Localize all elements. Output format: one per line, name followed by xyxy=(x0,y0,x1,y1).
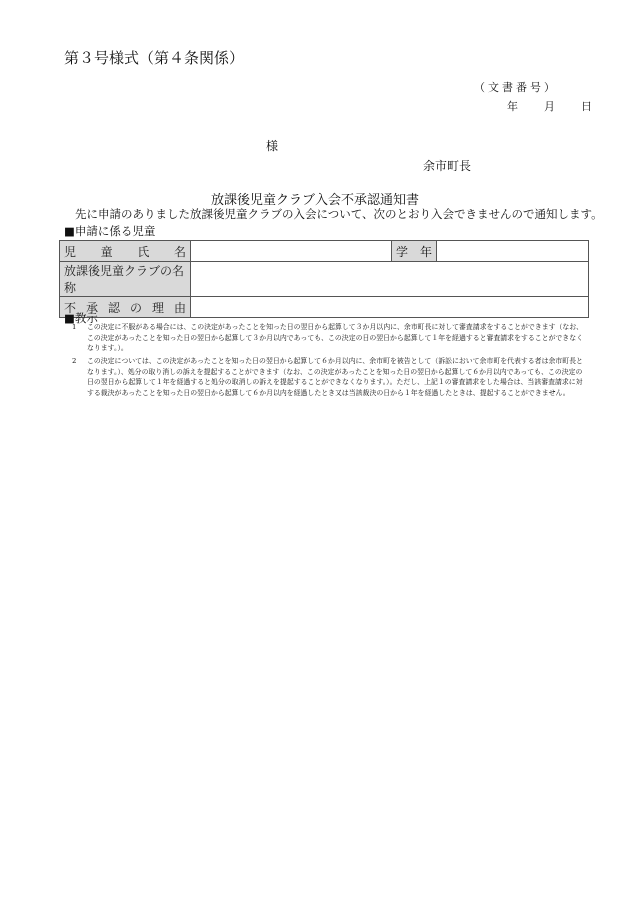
document-number: （文書番号） xyxy=(474,81,558,94)
date-day: 日 xyxy=(581,100,592,113)
date-month: 月 xyxy=(544,100,555,113)
child-name-label: 児童氏名 xyxy=(60,241,191,262)
club-name-label: 放課後児童クラブの名称 xyxy=(60,262,191,297)
recipient-honorific: 様 xyxy=(266,139,279,153)
notice-text: この決定に不服がある場合には、この決定があったことを知った日の翌日から起算して３か月以内に、余市町長に対して審査請求をすることができます（なお、この決定があったことを知った日の翌日から起算して３か月以内であっても、この決定の日の翌日から起算して１年を経過すると審査請求をすることができなくなります。）。 xyxy=(87,323,584,352)
reason-field[interactable] xyxy=(191,297,589,318)
form-number: 第３号様式（第４条関係） xyxy=(64,49,245,67)
notice-number: 2 xyxy=(72,357,77,365)
intro-text: 先に申請のありました放課後児童クラブの入会について、次のとおり入会できませんので通知します。 xyxy=(75,207,603,221)
grade-field[interactable] xyxy=(437,241,589,262)
table-row xyxy=(60,297,589,318)
table-row xyxy=(60,262,589,297)
notice-text: この決定については、この決定があったことを知った日の翌日から起算して６か月以内に、余市町を被告として（訴訟において余市町を代表する者は余市町長となります。）、処分の取り消しの訴えを提起することができます（なお、この決定があったことを知った日の翌日から起算して６か月以内であっても、この決定の日の翌日から起算して１年を経過すると処分の取消しの訴えを提起することができなくなります。）。ただし、上記１の審査請求をした場合は、当該審査請求に対する裁決があったことを知った日の翌日から起算して６か月以内を経過したとき又は当該裁決の日から１年を経過したときは、提起することができません。 xyxy=(87,357,583,397)
reason-label: 不承認の理由 xyxy=(60,297,191,318)
document-title: 放課後児童クラブ入会不承認通知書 xyxy=(210,193,419,208)
child-name-field[interactable] xyxy=(191,241,392,262)
date-year: 年 xyxy=(507,100,518,113)
applicant-section-heading: ■申請に係る児童 xyxy=(64,224,156,238)
notice-number: 1 xyxy=(72,323,77,331)
notice-item xyxy=(72,322,584,354)
club-name-field[interactable] xyxy=(191,262,589,297)
date-line xyxy=(507,98,592,114)
applicant-table xyxy=(59,240,589,318)
notice-item xyxy=(72,356,584,398)
issuer-name: 余市町長 xyxy=(423,159,472,173)
notice-section-heading: ■教示 xyxy=(64,311,98,325)
table-row xyxy=(60,241,589,262)
grade-label: 学年 xyxy=(392,241,437,262)
